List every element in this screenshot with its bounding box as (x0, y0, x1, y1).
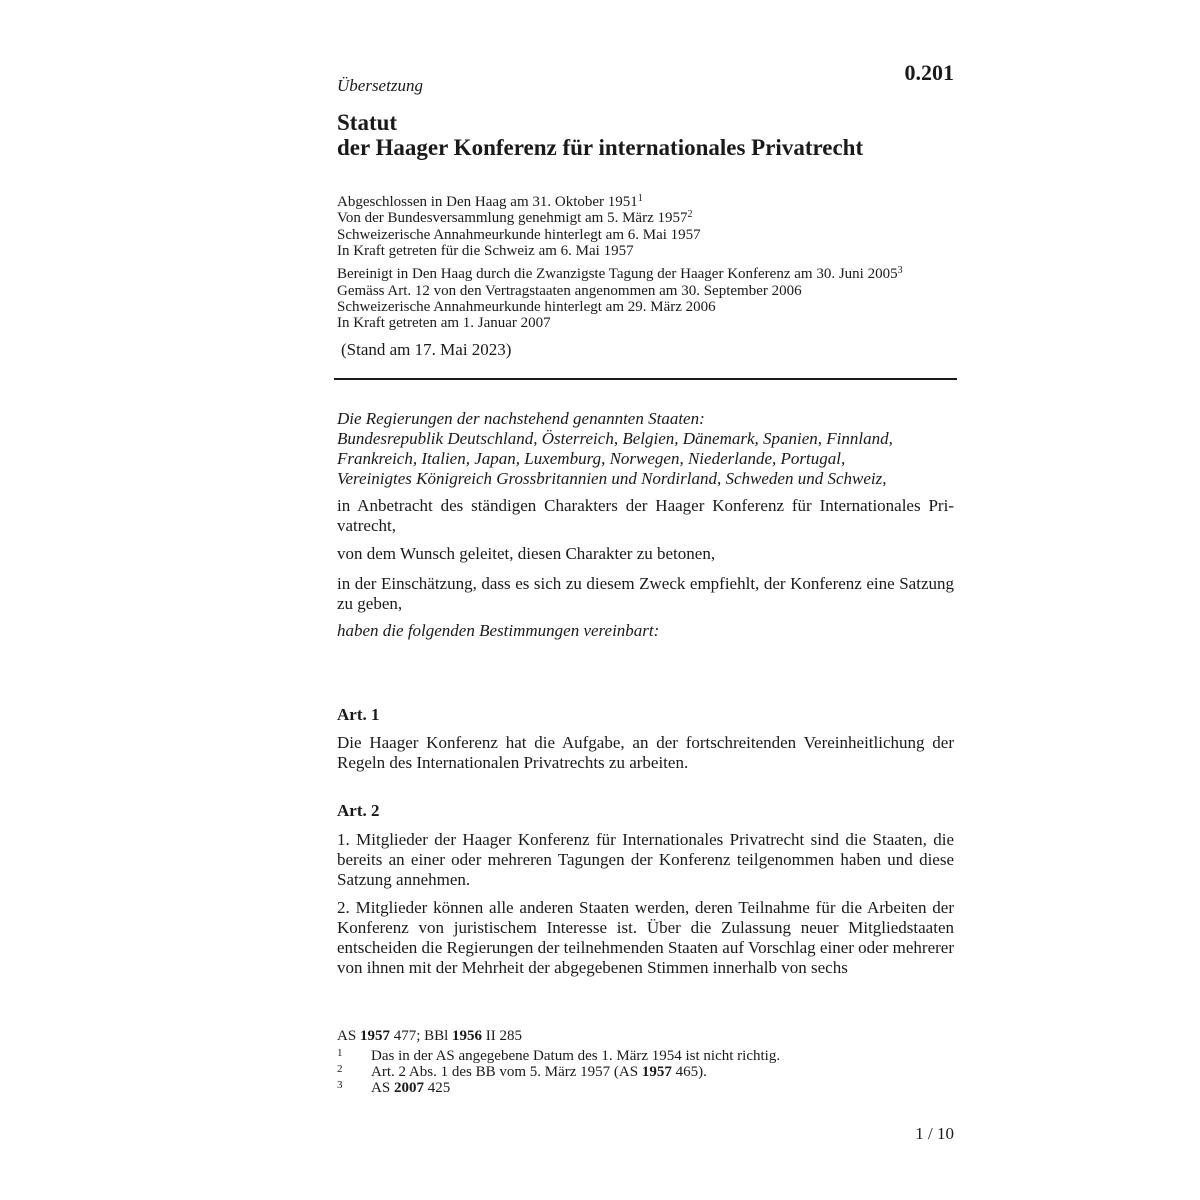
title-line-2: der Haager Konferenz für internationales Privatrecht (337, 135, 864, 160)
footnote-text-3: AS 2007 425 (371, 1080, 451, 1096)
preamble-intro-line: Frankreich, Italien, Japan, Luxemburg, Norwegen, Niederlande, Portugal, (337, 449, 846, 468)
article-1-paragraph: Die Haager Konferenz hat die Aufgabe, an der fortschreitenden Vereinheitlichung der Regeln des Internationalen Privatrechts zu arbeiten. (337, 733, 954, 772)
metadata-deposited: Schweizerische Annahmeurkunde hinterlegt am 6. Mai 1957 (337, 227, 701, 243)
page-number: 1 / 10 (915, 1124, 954, 1143)
metadata-accepted: Gemäss Art. 12 von den Vertragstaaten angenommen am 30. September 2006 (337, 283, 802, 299)
article-2-heading: Art. 2 (337, 801, 380, 820)
metadata-in-force-2007: In Kraft getreten am 1. Januar 2007 (337, 315, 551, 331)
metadata-concluded: Abgeschlossen in Den Haag am 31. Oktober 1951$^1$ (337, 193, 643, 210)
footnote-number-2: 2 (337, 1063, 343, 1075)
footnote-ref-2[interactable]: 2 (687, 209, 693, 220)
footnote-number-3: 3 (337, 1079, 343, 1091)
page-title (337, 110, 863, 160)
footnote-number-1: 1 (337, 1047, 343, 1059)
metadata-deposited-2006: Schweizerische Annahmeurkunde hinterlegt am 29. März 2006 (337, 299, 716, 315)
document-number: 0.201 (904, 60, 954, 85)
footnote-ref-3[interactable]: 3 (897, 265, 903, 276)
metadata-revised: Bereinigt in Den Haag durch die Zwanzigste Tagung der Haager Konferenz am 30. Juni 2005$^3$ (337, 265, 903, 282)
preamble-intro-line: Vereinigtes Königreich Grossbritannien und Nordirland, Schweden und Schweiz, (337, 469, 887, 488)
preamble-intro (337, 409, 954, 489)
preamble-paragraph-3: in der Einschätzung, dass es sich zu diesem Zweck empfiehlt, der Konferenz eine Satzung zu geben, (337, 574, 954, 613)
metadata-approved: Von der Bundesversammlung genehmigt am 5. März 1957$^2$ (337, 209, 693, 226)
header-divider (334, 378, 957, 380)
footnote-text-2: Art. 2 Abs. 1 des BB vom 5. März 1957 (AS 1957 465). (371, 1064, 707, 1080)
footnote-text-1: Das in der AS angegebene Datum des 1. März 1954 ist nicht richtig. (371, 1048, 781, 1064)
article-2-paragraph-1: 1. Mitglieder der Haager Konferenz für Internationales Privatrecht sind die Staaten, die bereits an einer oder mehreren Tagungen der Konferenz teilgenommen haben und diese Satzung annehmen. (337, 830, 954, 889)
status-date: (Stand am 17. Mai 2023) (341, 340, 512, 359)
article-2-paragraph-2: 2. Mitglieder können alle anderen Staaten werden, deren Teilnahme für die Arbeiten der Konferenz von juristischem Interesse ist. Über die Zulassung neuer Mitgliedstaaten entscheiden die Regierungen der teilnehmenden Staaten auf Vorschlag einer oder mehrerer von ihnen mit der Mehrheit der abgegebenen Stimmen innerhalb von sechs (337, 898, 954, 977)
translation-label: Übersetzung (337, 76, 423, 95)
preamble-intro-line: Die Regierungen der nachstehend genannten Staaten: (337, 409, 705, 428)
metadata-in-force: In Kraft getreten für die Schweiz am 6. Mai 1957 (337, 243, 634, 259)
article-1-heading: Art. 1 (337, 705, 380, 724)
footnote-ref-1[interactable]: 1 (637, 193, 643, 204)
preamble-paragraph-1: in Anbetracht des ständigen Charakters der Haager Konferenz für Internationales Privatrecht, (337, 496, 954, 535)
preamble-paragraph-2: von dem Wunsch geleitet, diesen Charakter zu betonen, (337, 544, 716, 563)
title-line-1: Statut (337, 110, 398, 135)
preamble-intro-line: Bundesrepublik Deutschland, Österreich, Belgien, Dänemark, Spanien, Finnland, (337, 429, 893, 448)
preamble-agreed: haben die folgenden Bestimmungen vereinbart: (337, 621, 660, 640)
footnote-source: AS 1957 477; BBl 1956 II 285 (337, 1028, 523, 1044)
